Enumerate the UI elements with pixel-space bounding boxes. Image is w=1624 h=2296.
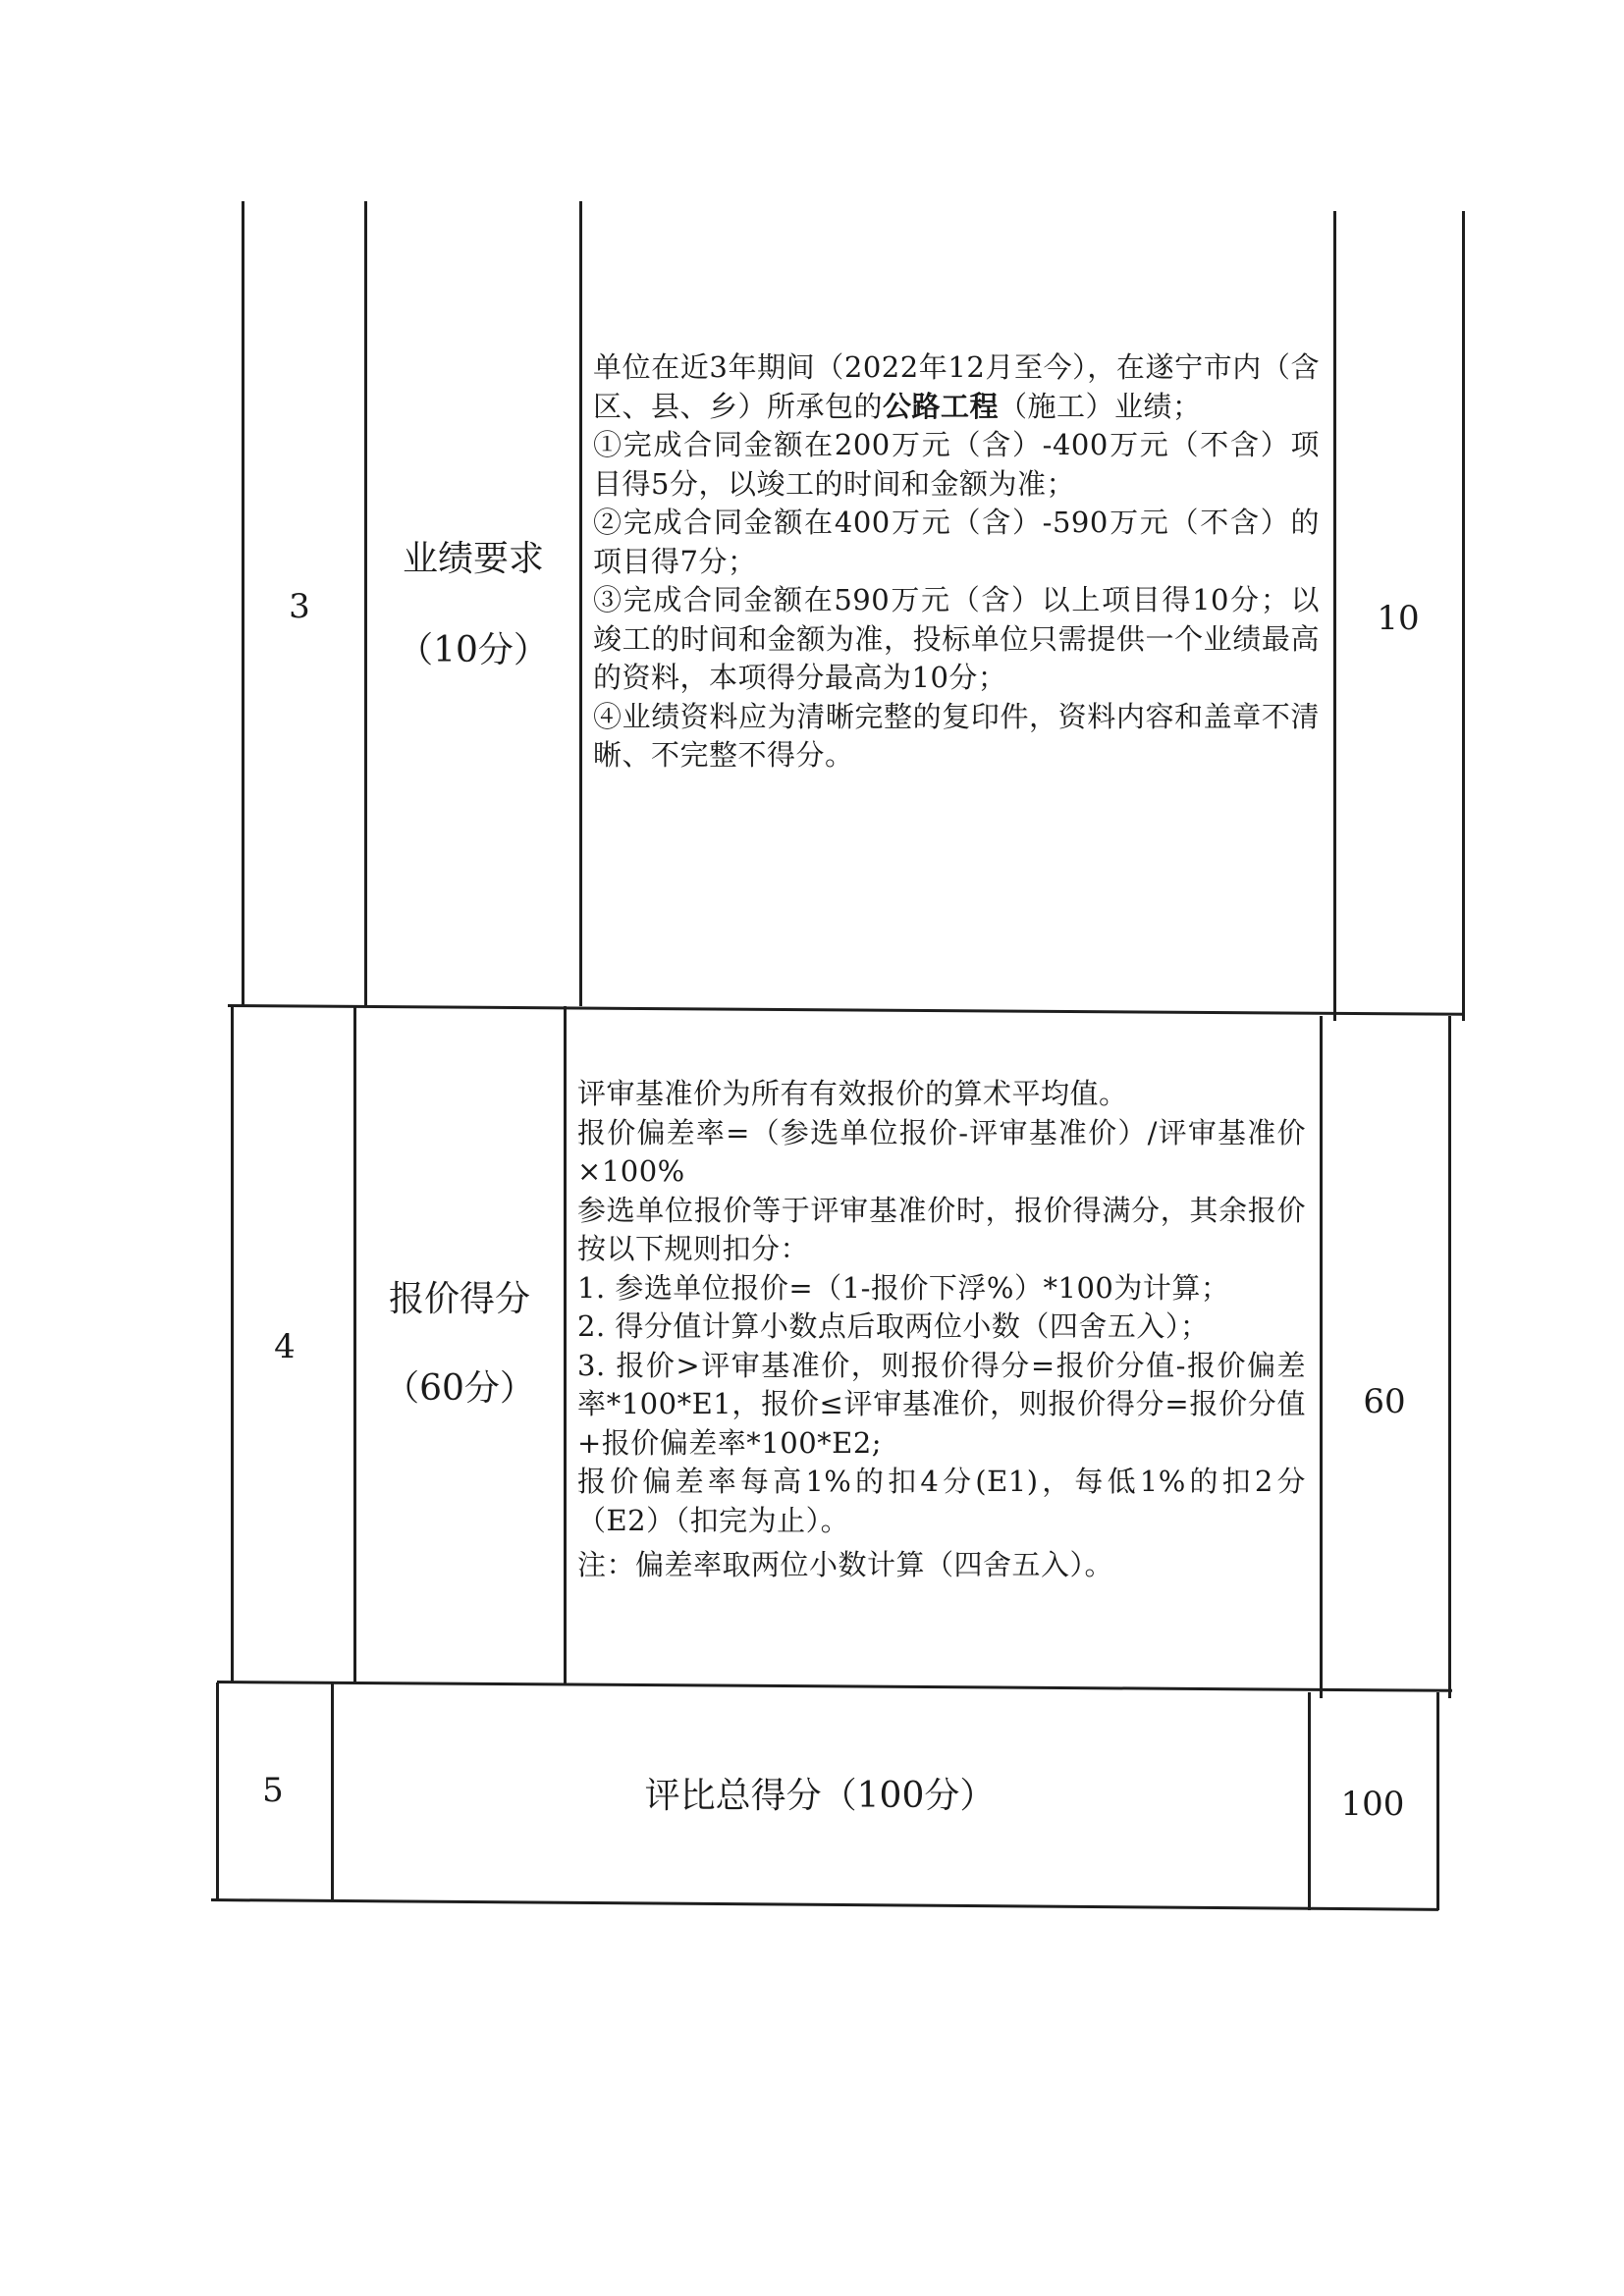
table-border-bottom xyxy=(211,1898,1438,1911)
description-line: 1. 参选单位报价=（1-报价下浮%）*100为计算； xyxy=(577,1270,1230,1305)
table-border-right xyxy=(1448,1016,1451,1698)
table-divider-3 xyxy=(1320,1016,1323,1698)
description-line: 评审基准价为所有有效报价的算术平均值。 xyxy=(577,1077,1128,1110)
description-line: 报价偏差率每高1%的扣4分(E1)，每低1%的扣2分（E2）（扣完为止）。 xyxy=(577,1465,1306,1537)
description-line: ②完成合同金额在400万元（含）-590万元（不含）的项目得7分； xyxy=(593,506,1320,578)
description-line: ③完成合同金额在590万元（含）以上项目得10分；以竣工的时间和金额为准，投标单位只需提供一个业绩最高的资料，本项得分最高为10分； xyxy=(593,583,1320,694)
table-divider-2 xyxy=(579,201,582,1006)
criterion-points: （10分） xyxy=(398,630,549,670)
criterion-name: 报价得分 xyxy=(388,1279,530,1319)
description-line: 3. 报价>评审基准价，则报价得分=报价分值-报价偏差率*100*E1，报价≤评审基准价，则报价得分=报价分值+报价偏差率*100*E2; xyxy=(577,1348,1306,1460)
table-divider-1 xyxy=(353,1006,356,1683)
row-number: 5 xyxy=(262,1771,284,1810)
criterion-name: 业绩要求 xyxy=(402,539,544,579)
criterion-points: （60分） xyxy=(384,1368,535,1409)
description-line: 单位在近3年期间（2022年12月至今），在遂宁市内（含区、县、乡）所承包的公路工程（施工）业绩； xyxy=(593,350,1320,423)
description-line: ①完成合同金额在200万元（含）-400万元（不含）项目得5分，以竣工的时间和金额为准； xyxy=(593,428,1320,501)
row-divider-4-5 xyxy=(217,1681,1452,1692)
description-line: 2. 得分值计算小数点后取两位小数（四舍五入）； xyxy=(577,1309,1210,1343)
criterion-description xyxy=(577,1075,1306,1585)
table-divider-2 xyxy=(564,1006,567,1683)
row-number: 4 xyxy=(274,1327,296,1366)
table-border-left xyxy=(242,201,244,1006)
row-score: 100 xyxy=(1340,1785,1405,1824)
table-border-left xyxy=(216,1682,219,1900)
table-border-left xyxy=(231,1006,234,1683)
table-border-right xyxy=(1462,211,1465,1021)
criterion-description xyxy=(593,348,1320,775)
table-divider-1 xyxy=(364,201,367,1006)
description-line: 参选单位报价等于评审基准价时，报价得满分，其余报价按以下规则扣分： xyxy=(577,1193,1306,1265)
description-line: ④业绩资料应为清晰完整的复印件，资料内容和盖章不清晰、不完整不得分。 xyxy=(593,699,1320,772)
row-number: 3 xyxy=(289,587,310,626)
description-line: 注：偏差率取两位小数计算（四舍五入）。 xyxy=(577,1548,1114,1581)
description-line: 报价偏差率=（参选单位报价-评审基准价）/评审基准价×100% xyxy=(577,1115,1306,1188)
total-score-label: 评比总得分（100分） xyxy=(644,1776,996,1816)
row-score: 60 xyxy=(1363,1382,1406,1421)
row-divider-3-4 xyxy=(228,1004,1465,1016)
row-score: 10 xyxy=(1377,599,1420,638)
table-border-right xyxy=(1436,1692,1439,1910)
